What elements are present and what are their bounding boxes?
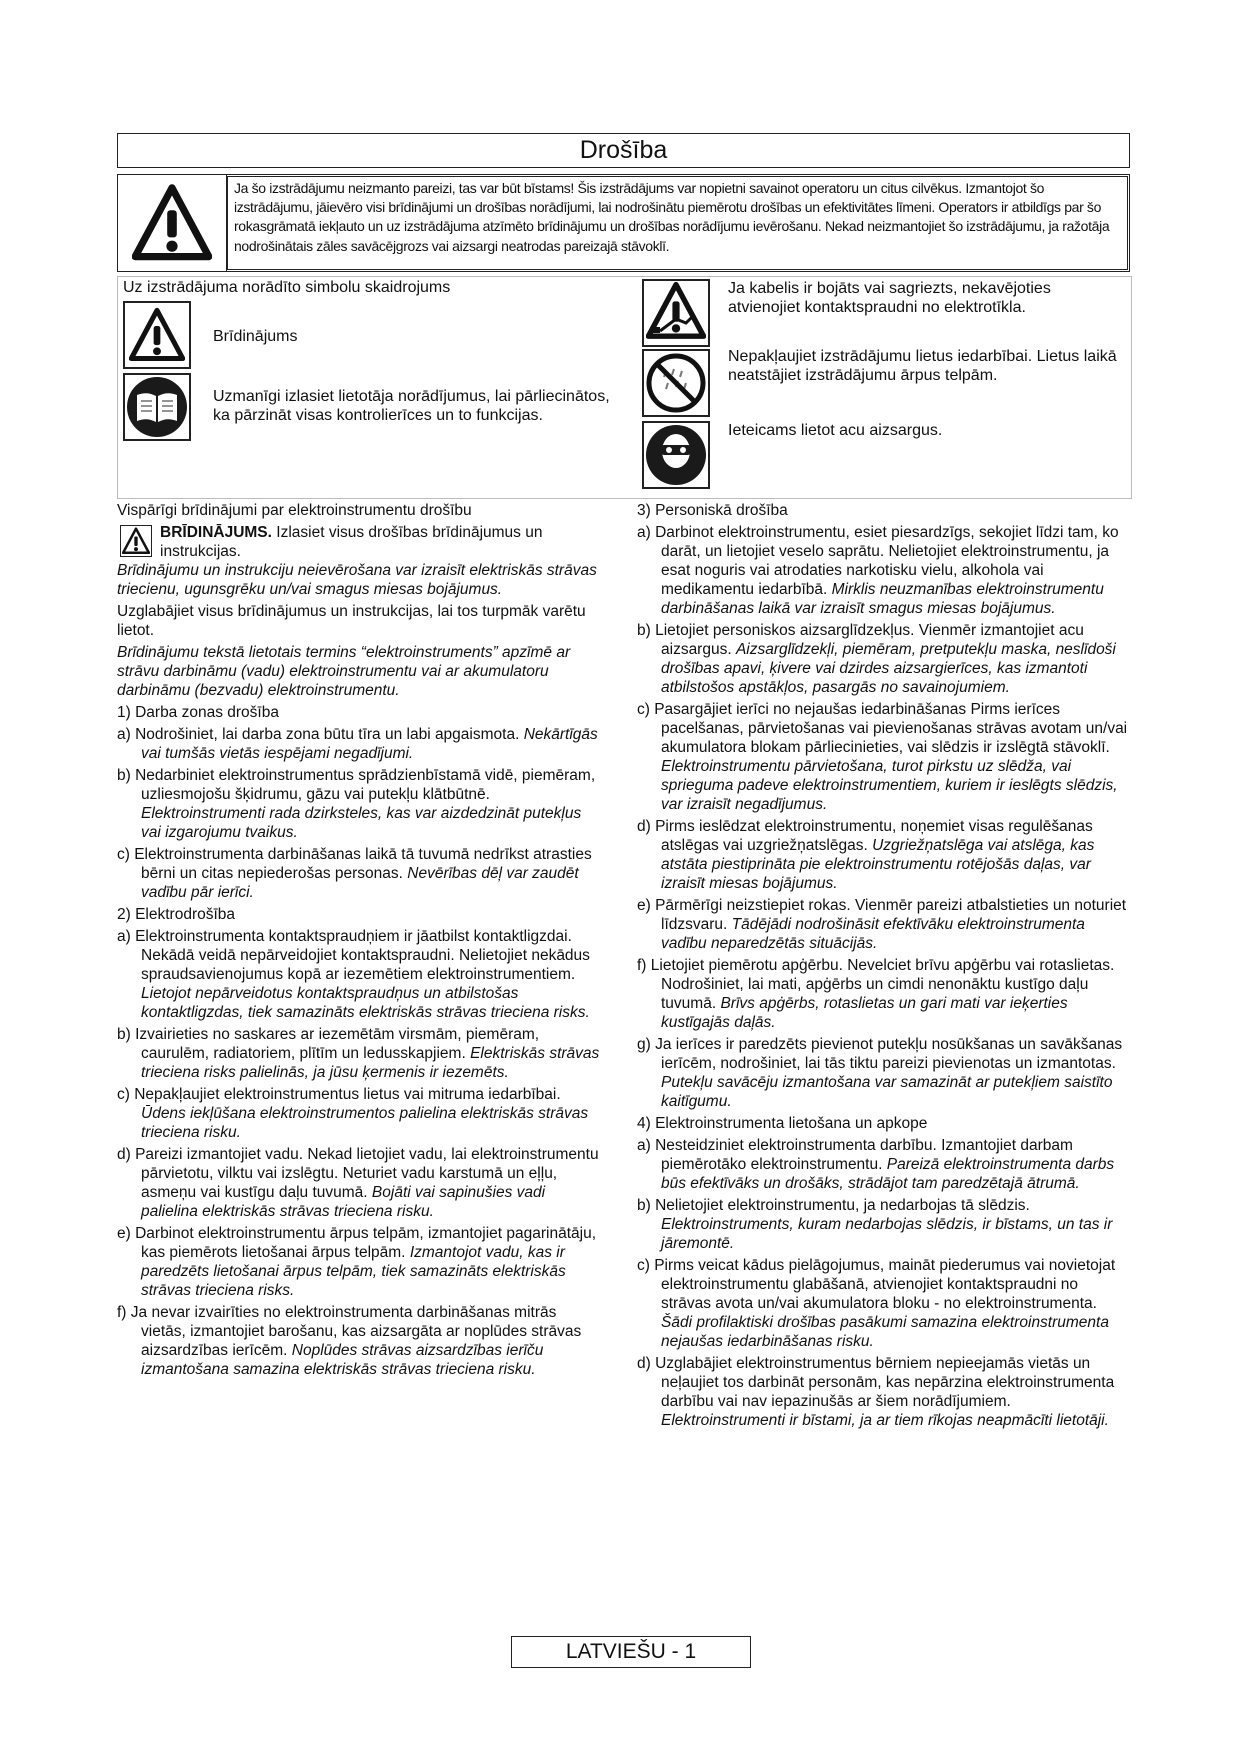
section-heading: 4) Elektroinstrumenta lietošana un apkope bbox=[637, 1115, 928, 1132]
no-rain-icon bbox=[642, 349, 710, 417]
cable-damage-icon bbox=[642, 279, 710, 347]
warning-triangle-icon bbox=[120, 525, 152, 557]
symbol-row bbox=[642, 421, 1122, 489]
list-item: g) Ja ierīces ir paredzēts pievienot putekļu nosūkšanas un savākšanas ierīcēm, nodrošiniet, lai tās tiktu pareizi pievienotas un izmantotas. Putekļu savācēju izmantošana var samazināt ar putekļiem saistīto kaitīgumu. bbox=[637, 1036, 1123, 1110]
list-item: b) Nedarbiniet elektroinstrumentus sprādzienbīstamā vidē, piemēram, uzliesmojošu šķidrumu, gāzu vai putekļu klātbūtnē. Elektroinstrumenti rada dzirksteles, kas var aizdedzināt putekļus vai izgarojumu tvaikus. bbox=[117, 767, 596, 841]
symbol-label: Nepakļaujiet izstrādājumu lietus iedarbībai. Lietus laikā neatstājiet izstrādājumu ārpus telpām. bbox=[728, 348, 1117, 384]
symbols-heading: Uz izstrādājuma norādīto simbolu skaidrojums bbox=[123, 279, 451, 296]
symbols-box bbox=[117, 276, 1132, 499]
page-footer: LATVIEŠU - 1 bbox=[511, 1636, 751, 1668]
section-heading: 1) Darba zonas drošība bbox=[117, 704, 279, 721]
warning-triangle-icon bbox=[132, 183, 212, 263]
symbol-label: Ja kabelis ir bojāts vai sagriezts, nekavējoties atvienojiet kontaktspraudni no elektrotīkla. bbox=[728, 280, 1051, 316]
term-definition: Brīdinājumu tekstā lietotais termins “elektroinstruments” apzīmē ar strāvu darbināmu (vadu) elektroinstrumentu vai ar akumulatoru darbināmu (bezvadu) elektroinstrumentu. bbox=[117, 644, 571, 699]
warning-triangle-icon bbox=[123, 301, 191, 369]
symbol-row bbox=[123, 373, 638, 441]
warning-consequence: Brīdinājumu un instrukciju neievērošana var izraisīt elektriskās strāvas triecienu, ugunsgrēku un/vai smagus miesas bojājumus. bbox=[117, 562, 597, 598]
list-item: f) Lietojiet piemērotu apģērbu. Nevelciet brīvu apģērbu vai rotaslietas. Nodrošiniet, lai mati, apģērbs un cimdi nenonāktu kustīgo daļu tuvumā. Brīvs apģērbs, rotaslietas un gari mati var ieķerties kustīgajās daļās. bbox=[637, 957, 1115, 1031]
list-item: f) Ja nevar izvairīties no elektroinstrumenta darbināšanas mitrās vietās, izmantojiet barošanu, kas aizsargāta ar noplūdes strāvas aizsardzības ierīcēm. Noplūdes strāvas aizsardzības ierīču izmantošana samazina elektriskās strāvas trieciena risku. bbox=[117, 1304, 582, 1378]
list-item: e) Pārmērīgi neizstiepiet rokas. Vienmēr pareizi atbalstieties un noturiet līdzsvaru. Tādējādi nodrošināsit efektīvāku elektroinstrumenta vadību neparedzētās situācijās. bbox=[637, 897, 1127, 952]
list-item: c) Pirms veicat kādus pielāgojumus, maināt piederumus vai novietojat elektroinstrumentu glabāšanā, atvienojiet kontaktspraudni no strāvas avota un/vai akumulatora bloku - no elektroinstrumenta. Šādi profilaktiski drošības pasākumi samazina elektroinstrumenta nejaušas iedarbināšanas risku. bbox=[637, 1257, 1116, 1350]
symbol-row bbox=[123, 301, 633, 369]
list-item: d) Pirms ieslēdzat elektroinstrumentu, noņemiet visas regulēšanas atslēgas vai uzgriežņatslēgas. Uzgriežņatslēga vai atslēga, kas atstāta piestiprināta pie elektroinstrumentu rotējošās daļas, var izraisīt miesas bojājumus. bbox=[637, 818, 1095, 892]
right-column bbox=[637, 501, 1131, 1433]
warning-instruction: Izlasiet visus drošības brīdinājumus un instrukcijas. bbox=[160, 524, 543, 560]
general-warning bbox=[117, 523, 605, 561]
list-item: c) Nepakļaujiet elektroinstrumentus lietus vai mitruma iedarbībai. Ūdens iekļūšana elektroinstrumentos palielina elektriskās strāvas trieciena risku. bbox=[117, 1086, 589, 1141]
list-item: b) Izvairieties no saskares ar iezemētām virsmām, piemēram, caurulēm, radiatoriem, plītīm un ledusskapjiem. Elektriskās strāvas trieciena risks palielinās, ja jūsu ķermenis ir iezemēts. bbox=[117, 1026, 600, 1081]
manual-book-icon bbox=[123, 373, 191, 441]
section-heading: 3) Personiskā drošība bbox=[637, 502, 788, 519]
section-heading: 2) Elektrodrošība bbox=[117, 906, 236, 923]
warning-text: Ja šo izstrādājumu neizmanto pareizi, tas var būt bīstams! Šis izstrādājums var nopietni savainot operatoru un citus cilvēkus. Izmantojot šo izstrādājumu, jāievēro visi brīdinājumi un drošības norādījumi, lai nodrošinātu piemērotu drošības un efektivitātes līmeni. Operators ir atbildīgs par šo rokasgrāmatā iekļauto un uz izstrādājuma atzīmēto brīdinājumu un drošības norādījumu ievērošanu. Nekad neizmantojiet šo izstrādājumu, ja ražotāja nodrošinātais zāles savācējgrozs vai aizsargi neatrodas pareizajā stāvoklī. bbox=[227, 176, 1128, 270]
symbol-row bbox=[642, 279, 1122, 347]
page-title: Drošība bbox=[117, 133, 1130, 168]
list-item: d) Uzglabājiet elektroinstrumentus bērniem nepieejamās vietās un neļaujiet tos darbināt personām, kas nepārzina elektroinstrumenta darbību vai nav iepazinušās ar šiem norādījumiem. Elektroinstrumenti ir bīstami, ja ar tiem rīkojas neapmācīti lietotāji. bbox=[637, 1355, 1115, 1429]
list-item: c) Pasargājiet ierīci no nejaušas iedarbināšanas Pirms ierīces pacelšanas, pārvietošanas vai pievienošanas strāvas avotam un/vai akumulatora blokam pārliecinieties, vai slēdzis ir izslēgtā stāvoklī. Elektroinstrumentu pārvietošana, turot pirkstu uz slēdža, vai sprieguma padeve elektroinstrumentiem, kuriem ir ieslēgts slēdzis, var izraisīt negadījumus. bbox=[637, 701, 1128, 813]
list-item: b) Nelietojiet elektroinstrumentu, ja nedarbojas tā slēdzis. Elektroinstruments, kuram nedarbojas slēdzis, ir bīstams, un tas ir jāremontē. bbox=[637, 1197, 1113, 1252]
symbol-label: Brīdinājums bbox=[213, 328, 298, 345]
list-item: a) Elektroinstrumenta kontaktspraudņiem ir jāatbilst kontaktligzdai. Nekādā veidā nepārveidojiet kontaktspraudni. Nelietojiet nekādus spraudsavienojumus kopā ar iezemētiem elektroinstrumentiem. Lietojot nepārveidotus kontaktspraudņus un atbilstošas kontaktligzdas, tiek samazināts elektriskās strāvas trieciena risks. bbox=[117, 928, 590, 1021]
section-heading: Vispārīgi brīdinājumi par elektroinstrumentu drošību bbox=[117, 502, 472, 519]
symbol-row bbox=[642, 349, 1122, 417]
eye-protection-icon bbox=[642, 421, 710, 489]
left-column bbox=[117, 501, 605, 1382]
warning-box bbox=[117, 174, 1130, 272]
warning-label: BRĪDINĀJUMS. bbox=[160, 524, 272, 541]
list-item: d) Pareizi izmantojiet vadu. Nekad lietojiet vadu, lai elektroinstrumentu pārvietotu, vilktu vai izslēgtu. Neturiet vadu karstumā un eļļu, asmeņu vai kustīgu daļu tuvumā. Bojāti vai sapinušies vadi palielina elektriskās strāvas trieciena risku. bbox=[117, 1146, 599, 1220]
list-item: a) Nesteidziniet elektroinstrumenta darbību. Izmantojiet darbam piemērotāko elektroinstrumentu. Pareizā elektroinstrumenta darbs būs efektīvāks un drošāks, strādājot tam paredzētajā ātrumā. bbox=[637, 1137, 1115, 1192]
list-item: a) Nodrošiniet, lai darba zona būtu tīra un labi apgaismota. Nekārtīgās vai tumšās vietās iespējami negadījumi. bbox=[117, 726, 598, 762]
symbol-label: Uzmanīgi izlasiet lietotāja norādījumus, lai pārliecinātos, ka pārzināt visas kontrolierīces un to funkcijas. bbox=[213, 388, 610, 424]
keep-instructions: Uzglabājiet visus brīdinājumus un instrukcijas, lai tos turpmāk varētu lietot. bbox=[117, 603, 586, 639]
list-item: c) Elektroinstrumenta darbināšanas laikā tā tuvumā nedrīkst atrasties bērni un citas nepiederošas personas. Nevērības dēļ var zaudēt vadību pār ierīci. bbox=[117, 846, 592, 901]
warning-icon-cell bbox=[118, 175, 227, 271]
list-item: b) Lietojiet personiskos aizsarglīdzekļus. Vienmēr izmantojiet acu aizsargus. Aizsarglīdzekļi, piemēram, pretputekļu maska, neslīdoši drošības apavi, ķivere vai dzirdes aizsargierīces, kas izmantoti atbilstošos apstākļos, pasargās no savainojumiem. bbox=[637, 622, 1116, 696]
list-item: a) Darbinot elektroinstrumentu, esiet piesardzīgs, sekojiet līdzi tam, ko darāt, un lietojiet veselo saprātu. Nelietojiet elektroinstrumentu, ja esat noguris vai atrodaties narkotisku vielu, alkohola vai medikamentu iedarbībā. Mirklis neuzmanības elektroinstrumentu darbināšanas laikā var izraisīt smagus miesas bojājumus. bbox=[637, 524, 1119, 617]
symbol-label: Ieteicams lietot acu aizsargus. bbox=[728, 422, 943, 439]
list-item: e) Darbinot elektroinstrumentu ārpus telpām, izmantojiet pagarinātāju, kas piemērots lietošanai ārpus telpām. Izmantojot vadu, kas ir paredzēts lietošanai ārpus telpām, tiek samazināts elektriskās strāvas trieciena risks. bbox=[117, 1225, 597, 1299]
